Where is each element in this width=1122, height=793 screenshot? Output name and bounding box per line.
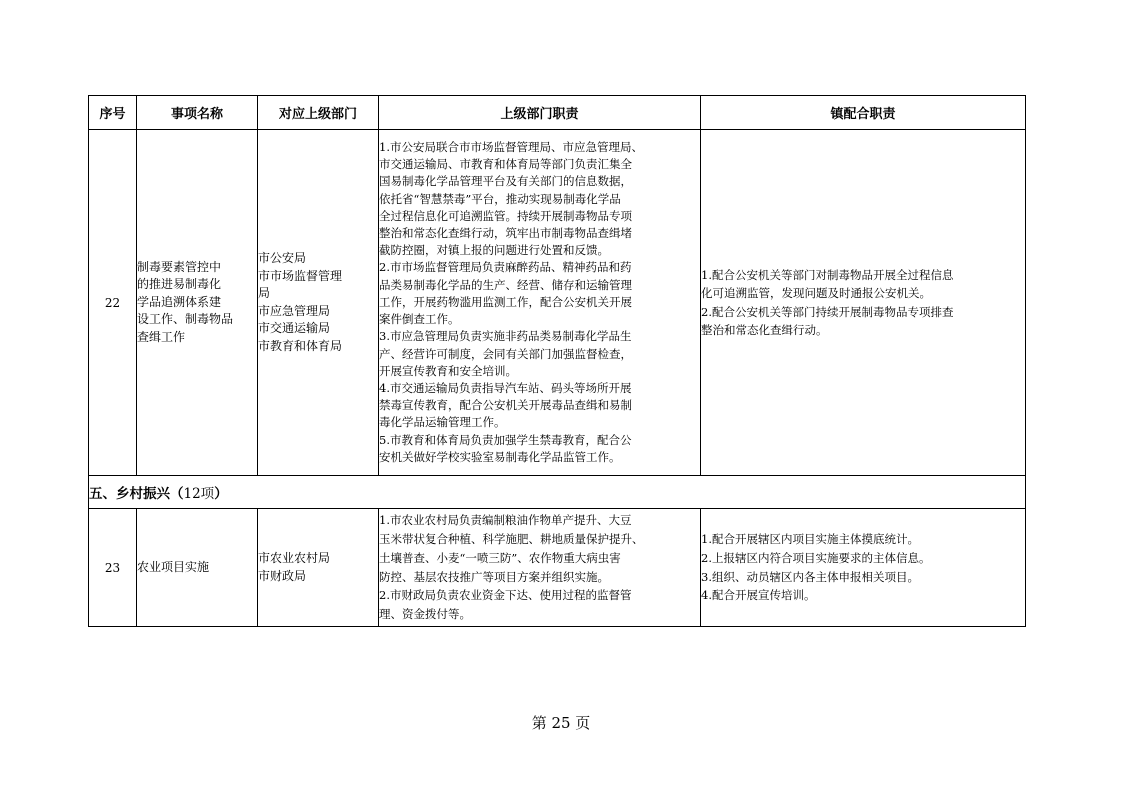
section-title: 五、乡村振兴（ bbox=[89, 486, 184, 502]
duty-line: 2.市市场监督管理局负责麻醉药品、精神药品和药 bbox=[379, 260, 632, 275]
duty-line: 2.上报辖区内符合项目实施要求的主体信息。 bbox=[701, 550, 931, 565]
duty-line: 2.配合公安机关等部门持续开展制毒物品专项排查 bbox=[701, 304, 954, 319]
duty-line: 5.市教育和体育局负责加强学生禁毒教育，配合公 bbox=[379, 432, 632, 447]
upper-duties-cell bbox=[379, 130, 701, 476]
table-row bbox=[89, 509, 1026, 627]
duty-line: 品类易制毒化学品的生产、经营、储存和运输管理 bbox=[379, 277, 632, 292]
duty-line: 截防控圈，对镇上报的问题进行处置和反馈。 bbox=[379, 243, 609, 258]
duty-line: 化可追溯监管，发现问题及时通报公安机关。 bbox=[701, 286, 931, 301]
duty-line: 产、经营许可制度，会同有关部门加强监督检查， bbox=[379, 346, 632, 361]
duty-line: 4.市交通运输局负责指导汽车站、码头等场所开展 bbox=[379, 380, 632, 395]
duty-line: 1.市公安局联合市市场监督管理局、市应急管理局、 bbox=[379, 140, 643, 155]
duty-line: 4.配合开展宣传培训。 bbox=[701, 588, 816, 603]
duty-line: 玉米带状复合种植、科学施肥、耕地质量保护提升、 bbox=[379, 532, 644, 547]
department-line: 市应急管理局 bbox=[258, 303, 331, 318]
item-name-line: 学品追溯体系建 bbox=[137, 294, 222, 309]
town-duties-cell bbox=[701, 130, 1026, 476]
duty-line: 工作，开展药物滥用监测工作，配合公安机关开展 bbox=[379, 294, 632, 309]
header-upper-department: 对应上级部门 bbox=[258, 96, 379, 130]
department-line: 局 bbox=[258, 286, 271, 300]
duty-line: 3.市应急管理局负责实施非药品类易制毒化学品生 bbox=[379, 329, 632, 344]
duty-line: 理、资金拨付等。 bbox=[379, 606, 471, 621]
table-row bbox=[89, 130, 1026, 476]
duty-line: 2.市财政局负责农业资金下达、使用过程的监督管 bbox=[379, 588, 632, 603]
department-line: 市交通运输局 bbox=[258, 321, 331, 335]
duty-table bbox=[88, 95, 1026, 627]
duty-line: 市交通运输局、市教育和体育局等部门负责汇集全 bbox=[379, 157, 632, 172]
duty-line: 案件倒查工作。 bbox=[379, 312, 460, 327]
upper-duties-cell bbox=[379, 509, 701, 627]
duty-line: 土壤普查、小麦“一喷三防”、农作物重大病虫害 bbox=[379, 550, 621, 565]
section-heading bbox=[89, 476, 1026, 509]
department-line: 市财政局 bbox=[258, 568, 307, 583]
item-name-cell: 农业项目实施 bbox=[137, 509, 258, 627]
duty-line: 1.配合公安机关等部门对制毒物品开展全过程信息 bbox=[701, 267, 954, 282]
duty-line: 整治和常态化查缉行动，筑牢出市制毒物品查缉堵 bbox=[379, 226, 632, 241]
duty-line: 毒化学品运输管理工作。 bbox=[379, 415, 506, 430]
duty-line: 1.市农业农村局负责编制粮油作物单产提升、大豆 bbox=[379, 513, 632, 528]
section-close: ） bbox=[214, 486, 228, 502]
department-line: 市农业农村局 bbox=[258, 551, 331, 565]
duty-line: 禁毒宣传教育，配合公安机关开展毒品查缉和易制 bbox=[379, 398, 632, 413]
section-count: 12项 bbox=[183, 486, 215, 502]
header-town-duties: 镇配合职责 bbox=[701, 96, 1026, 130]
duty-line: 全过程信息化可追溯监管。持续开展制毒物品专项 bbox=[379, 208, 632, 223]
item-name-line: 查缉工作 bbox=[137, 329, 186, 344]
duty-line: 整治和常态化查缉行动。 bbox=[701, 322, 828, 337]
row-number: 22 bbox=[89, 130, 137, 476]
table-header-row bbox=[89, 96, 1026, 130]
header-upper-duties: 上级部门职责 bbox=[379, 96, 701, 130]
item-name-line: 设工作、制毒物品 bbox=[137, 312, 234, 327]
duty-line: 安机关做好学校实验室易制毒化学品监管工作。 bbox=[379, 449, 621, 464]
department-cell bbox=[258, 130, 379, 476]
duty-line: 1.配合开展辖区内项目实施主体摸底统计。 bbox=[701, 532, 919, 547]
town-duties-cell bbox=[701, 509, 1026, 627]
item-name-line: 制毒要素管控中 bbox=[137, 259, 222, 274]
section-row bbox=[89, 476, 1026, 509]
duty-line: 国易制毒化学品管理平台及有关部门的信息数据， bbox=[379, 174, 632, 189]
department-line: 市公安局 bbox=[258, 251, 307, 265]
item-name-cell bbox=[137, 130, 258, 476]
page-number: 第 25 页 bbox=[531, 714, 591, 732]
duty-line: 3.组织、动员辖区内各主体申报相关项目。 bbox=[701, 569, 919, 584]
row-number: 23 bbox=[89, 509, 137, 627]
header-index: 序号 bbox=[89, 96, 137, 130]
duty-line: 依托省“智慧禁毒”平台，推动实现易制毒化学品 bbox=[379, 191, 621, 206]
department-line: 市市场监督管理 bbox=[258, 268, 343, 283]
department-cell bbox=[258, 509, 379, 627]
duty-line: 防控、基层农技推广等项目方案并组织实施。 bbox=[379, 569, 609, 584]
duty-line: 开展宣传教育和安全培训。 bbox=[379, 363, 517, 378]
header-item-name: 事项名称 bbox=[137, 96, 258, 130]
department-line: 市教育和体育局 bbox=[258, 338, 343, 353]
item-name-line: 的推进易制毒化 bbox=[137, 277, 222, 292]
